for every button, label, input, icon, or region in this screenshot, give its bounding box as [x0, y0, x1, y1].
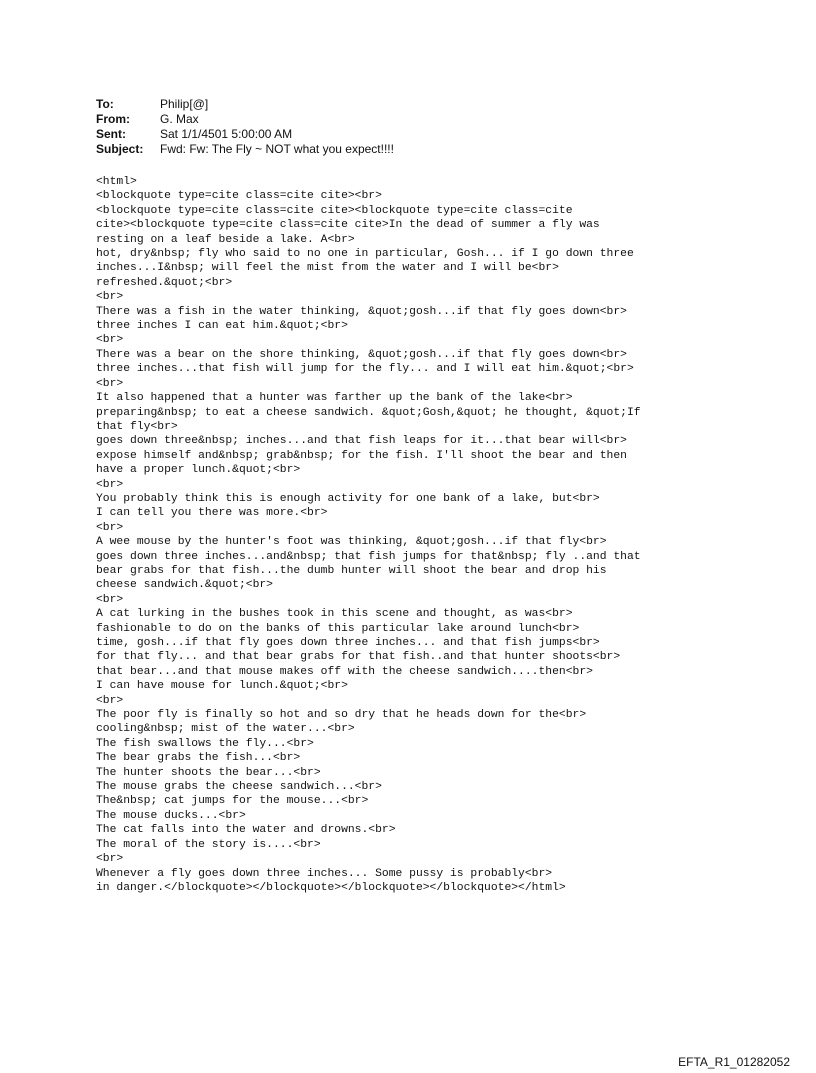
body-line: The fish swallows the fly...<br> — [96, 737, 314, 750]
body-line: <br> — [96, 521, 124, 534]
body-line: The mouse ducks...<br> — [96, 809, 246, 822]
email-body — [96, 175, 796, 895]
from-label: From: — [96, 112, 130, 126]
from-value: G. Max — [160, 112, 199, 126]
body-line: <br> — [96, 694, 124, 707]
body-line: cite><blockquote type=cite class=cite cite>In the dead of summer a fly was — [96, 219, 600, 232]
body-line: <br> — [96, 334, 124, 347]
from-row — [96, 112, 394, 127]
to-row — [96, 97, 394, 112]
body-line: <br> — [96, 478, 124, 491]
body-line: resting on a leaf beside a lake. A<br> — [96, 233, 355, 246]
body-line: inches...I&nbsp; will feel the mist from the water and I will be<br> — [96, 262, 559, 275]
body-line: A wee mouse by the hunter's foot was thinking, &quot;gosh...if that fly<br> — [96, 536, 607, 549]
body-line: bear grabs for that fish...the dumb hunter will shoot the bear and drop his — [96, 564, 607, 577]
body-line: have a proper lunch.&quot;<br> — [96, 464, 301, 477]
subject-value: Fwd: Fw: The Fly ~ NOT what you expect!!!! — [160, 142, 394, 156]
body-line: I can tell you there was more.<br> — [96, 507, 328, 520]
body-line: refreshed.&quot;<br> — [96, 276, 233, 289]
body-line: A cat lurking in the bushes took in this scene and thought, as was<br> — [96, 608, 573, 621]
body-line: in danger.</blockquote></blockquote></blockquote></blockquote></html> — [96, 881, 566, 894]
body-line: <br> — [96, 853, 124, 866]
body-line: preparing&nbsp; to eat a cheese sandwich. &quot;Gosh,&quot; he thought, &quot;If — [96, 406, 641, 419]
body-line: The hunter shoots the bear...<br> — [96, 766, 321, 779]
subject-row — [96, 142, 394, 157]
document-id: EFTA_R1_01282052 — [678, 1055, 790, 1069]
body-line: hot, dry&nbsp; fly who said to no one in particular, Gosh... if I go down three — [96, 248, 634, 261]
body-line: <br> — [96, 377, 124, 390]
body-line: <blockquote type=cite class=cite cite><blockquote type=cite class=cite — [96, 204, 573, 217]
subject-label: Subject: — [96, 142, 144, 156]
body-line: cheese sandwich.&quot;<br> — [96, 579, 273, 592]
body-line: The mouse grabs the cheese sandwich...<br> — [96, 781, 382, 794]
body-line: <html> — [96, 176, 137, 188]
body-line: There was a fish in the water thinking, &quot;gosh...if that fly goes down<br> — [96, 305, 627, 318]
sent-row — [96, 127, 394, 142]
body-line: <br> — [96, 291, 124, 304]
body-line: goes down three inches...and&nbsp; that fish jumps for that&nbsp; fly ..and that — [96, 550, 641, 563]
to-label: To: — [96, 97, 114, 111]
body-line: three inches...that fish will jump for the fly... and I will eat him.&quot;<br> — [96, 363, 634, 376]
body-line: The moral of the story is....<br> — [96, 838, 321, 851]
body-line: that fly<br> — [96, 420, 178, 433]
sent-value: Sat 1/1/4501 5:00:00 AM — [160, 127, 293, 141]
body-line: Whenever a fly goes down three inches... Some pussy is probably<br> — [96, 867, 553, 880]
body-line: The poor fly is finally so hot and so dry that he heads down for the<br> — [96, 709, 587, 722]
body-line: time, gosh...if that fly goes down three inches... and that fish jumps<br> — [96, 637, 600, 649]
sent-label: Sent: — [96, 127, 126, 141]
email-header — [96, 97, 394, 157]
body-line: It also happened that a hunter was farther up the bank of the lake<br> — [96, 392, 573, 405]
body-line: cooling&nbsp; mist of the water...<br> — [96, 723, 355, 736]
body-line: expose himself and&nbsp; grab&nbsp; for the fish. I'll shoot the bear and then — [96, 449, 627, 462]
body-line: You probably think this is enough activity for one bank of a lake, but<br> — [96, 492, 600, 505]
body-line: goes down three&nbsp; inches...and that fish leaps for it...that bear will<br> — [96, 435, 627, 448]
body-line: for that fly... and that bear grabs for that fish..and that hunter shoots<br> — [96, 651, 621, 664]
body-line: The bear grabs the fish...<br> — [96, 752, 301, 765]
body-line: <br> — [96, 593, 124, 606]
to-value: Philip[@] — [160, 97, 209, 111]
body-line: <blockquote type=cite class=cite cite><br> — [96, 190, 382, 203]
body-line: fashionable to do on the banks of this particular lake around lunch<br> — [96, 622, 580, 635]
body-line: There was a bear on the shore thinking, &quot;gosh...if that fly goes down<br> — [96, 348, 627, 361]
body-line: I can have mouse for lunch.&quot;<br> — [96, 680, 348, 693]
body-line: that bear...and that mouse makes off with the cheese sandwich....then<br> — [96, 665, 593, 678]
body-line: The&nbsp; cat jumps for the mouse...<br> — [96, 795, 369, 808]
body-line: three inches I can eat him.&quot;<br> — [96, 320, 348, 333]
body-line: The cat falls into the water and drowns.<br> — [96, 824, 396, 837]
